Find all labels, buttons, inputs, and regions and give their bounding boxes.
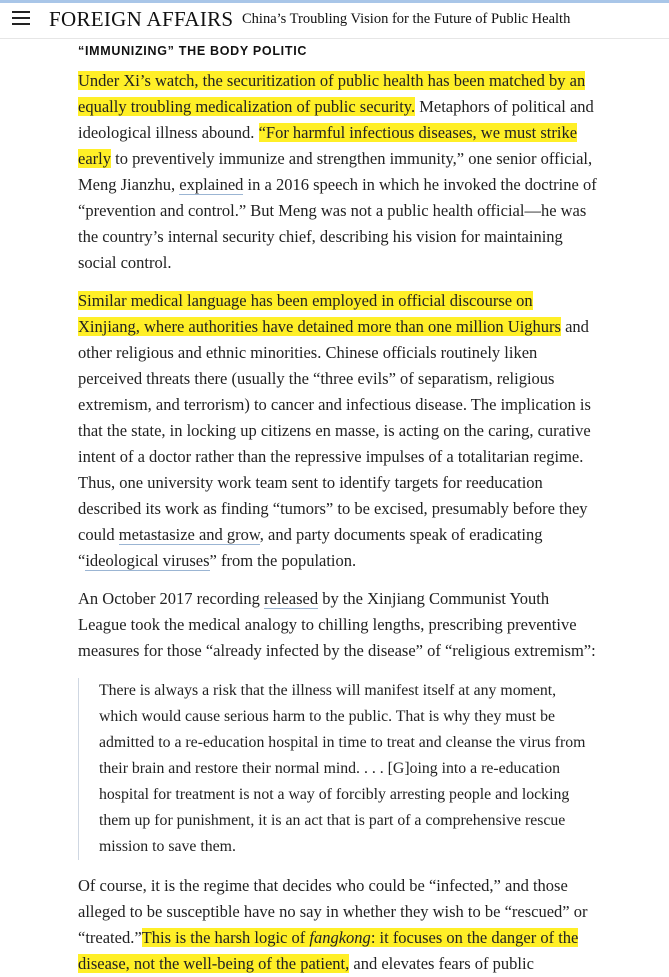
block-quote	[78, 678, 598, 860]
text: by the Xinjiang Communist Youth League took the medical analogy to chilling lengths, prescribing preventive measures for those “already infected by the disease” of “religious extremism”:	[78, 589, 596, 660]
emphasis-fangkong: fangkong	[309, 928, 371, 947]
header-accent-bar	[0, 0, 669, 3]
link-metastasize-and-grow[interactable]: metastasize and grow	[118, 525, 260, 544]
section-heading: “IMMUNIZING” THE BODY POLITIC	[78, 44, 308, 58]
quote-text: There is always a risk that the illness will manifest itself at any moment, which would cause serious harm to the public. That is why they must be admitted to a re-education hospital in time to treat and cleanse the virus from their brain and restore their normal mind. . . . [G]oing into a re-education hospital for treatment is not a way of forcibly arresting people and locking them up for punishment, it is an act that is part of a comprehensive rescue mission to save them.	[99, 682, 586, 855]
highlight: “For harmful infectious diseases, we must strike early	[78, 123, 578, 168]
link-explained[interactable]: explained	[179, 175, 244, 194]
paragraph-3	[78, 586, 598, 664]
highlight: Similar medical language has been employed in official discourse on Xinjiang, where authorities have detained more than one million Uighurs	[78, 291, 561, 336]
text: This is the harsh logic of	[141, 928, 310, 947]
text: in a 2016 speech in which he invoked the doctrine of “prevention and control.” But Meng was not a public health official—he was the country’s internal security chief, describing his vision for maintaining social control.	[78, 175, 597, 272]
paragraph-2	[78, 288, 598, 574]
site-header	[0, 0, 669, 39]
text: : it focuses on the danger of the disease, not the well-being of the patient,	[78, 928, 579, 973]
text: ” from the population.	[209, 551, 357, 570]
link-released[interactable]: released	[264, 589, 319, 608]
text: and other religious and ethnic minorities. Chinese officials routinely liken perceived threats there (usually the “three evils” of separatism, religious extremism, and terrorism) to cancer and infectious disease. The implication is that the state, in locking up citizens en masse, is acting on the caring, curative intent of a doctor rather than the repressive impulses of a totalitarian regime. Thus, one university work team sent to identify targets for reeducation described its work as finding “tumors” to be excised, presumably before they could	[78, 317, 591, 544]
paragraph-4	[78, 873, 598, 977]
text: and elevates fears of public	[349, 954, 534, 973]
site-logo[interactable]: FOREIGN AFFAIRS	[49, 7, 234, 31]
paragraph-1	[78, 68, 598, 276]
link-ideological-viruses[interactable]: ideological viruses	[85, 551, 210, 570]
article-body	[78, 38, 598, 977]
hamburger-menu-icon[interactable]	[12, 11, 30, 27]
article-title: China’s Troubling Vision for the Future of Public Health	[242, 11, 571, 27]
text: to preventively immunize and strengthen immunity,” one senior official, Meng Jianzhu,	[78, 149, 593, 194]
text: Of course, it is the regime that decides who could be “infected,” and those alleged to be susceptible have no say in whether they wish to be “rescued” or “treated.”	[78, 876, 588, 947]
highlight: Under Xi’s watch, the securitization of public health has been matched by an equally troubling medicalization of public security.	[78, 71, 586, 116]
text: An October 2017 recording	[78, 589, 265, 608]
text: Metaphors of political and ideological illness abound.	[78, 97, 594, 142]
text: , and party documents speak of eradicating “	[78, 525, 543, 570]
